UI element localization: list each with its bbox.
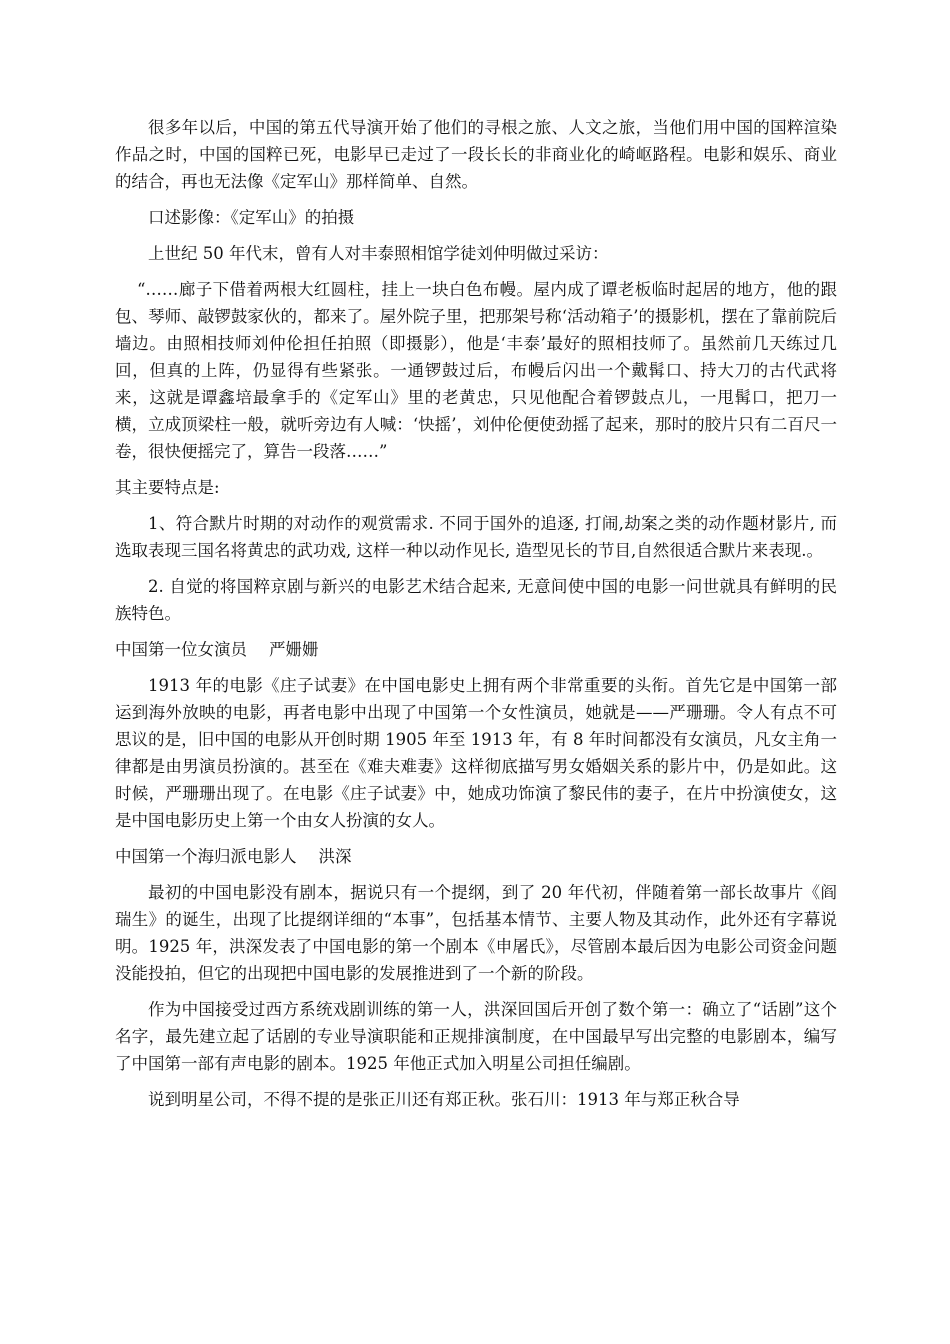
paragraph-features-label: 其主要特点是: bbox=[115, 478, 220, 497]
section-subtitle-oral-image: 口述影像：《定军山》的拍摄 bbox=[148, 208, 355, 227]
paragraph-hong-shen-firsts: 作为中国接受过西方系统戏剧训练的第一人，洪深回国后开创了数个第一：确立了“话剧”这个名字，最先建立起了话剧的专业导演职能和正规排演制度，在中国最早写出完整的电影剧本，编写了中国第一部有声电影的剧本。1925 年他正式加入明星公司担任编剧。 bbox=[115, 1000, 837, 1073]
heading-returnee-filmmaker-name: 洪深 bbox=[318, 847, 352, 866]
paragraph-interview-intro: 上世纪 50 年代末，曾有人对丰泰照相馆学徒刘仲明做过采访： bbox=[148, 244, 609, 263]
paragraph-mingxing-company: 说到明星公司，不得不提的是张正川还有郑正秋。张石川：1913 年与郑正秋合导 bbox=[148, 1090, 740, 1109]
heading-returnee-filmmaker bbox=[115, 843, 837, 870]
paragraph-first-actress: 1913 年的电影《庄子试妻》在中国电影史上拥有两个非常重要的头衔。首先它是中国第一部运到海外放映的电影，再者电影中出现了中国第一个女性演员，她就是——严珊珊。令人有点不可思议的是，旧中国的电影从开创时期 1905 年至 1913 年，有 8 年时间都没有女演员，凡女主角一律都是由男演员扮演的。甚至在《难夫难妻》这样彻底描写男女婚姻关系的影片中，仍是如此。这时候，严珊珊出现了。在电影《庄子试妻》中，她成功饰演了黎民伟的妻子，在片中扮演使女，这是中国电影历史上第一个由女人扮演的女人。 bbox=[115, 676, 837, 830]
paragraph-screenplay-history: 最初的中国电影没有剧本，据说只有一个提纲，到了 20 年代初，伴随着第一部长故事片《阎瑞生》的诞生，出现了比提纲详细的“本事”，包括基本情节、主要人物及其动作，此外还有字幕说明。1925 年，洪深发表了中国电影的第一个剧本《申屠氏》，尽管剧本最后因为电影公司资金问题没能投拍，但它的出现把中国电影的发展推进到了一个新的阶段。 bbox=[115, 883, 837, 983]
paragraph-intro: 很多年以后，中国的第五代导演开始了他们的寻根之旅、人文之旅，当他们用中国的国粹渲染作品之时，中国的国粹已死，电影早已走过了一段长长的非商业化的崎岖路程。电影和娱乐、商业的结合，再也无法像《定军山》那样简单、自然。 bbox=[115, 118, 837, 191]
paragraph-feature-2: 2. 自觉的将国粹京剧与新兴的电影艺术结合起来, 无意间使中国的电影一问世就具有鲜明的民族特色。 bbox=[115, 577, 837, 623]
heading-first-actress-name: 严姗姗 bbox=[269, 640, 319, 659]
document-page bbox=[115, 114, 837, 1122]
heading-first-actress bbox=[115, 636, 837, 663]
heading-first-actress-title: 中国第一位女演员 bbox=[115, 640, 247, 659]
paragraph-feature-1: 1、符合默片时期的对动作的观赏需求. 不同于国外的追逐, 打闹,劫案之类的动作题材影片, 而选取表现三国名将黄忠的武功戏, 这样一种以动作见长, 造型见长的节目,自然很适合默片来表现.。 bbox=[115, 514, 837, 560]
paragraph-interview-quote: “……廊子下借着两根大红圆柱，挂上一块白色布幔。屋内成了谭老板临时起居的地方，他的跟包、琴师、敲锣鼓家伙的，都来了。屋外院子里，把那架号称‘活动箱子’的摄影机，摆在了靠前院后墙边。由照相技师刘仲伦担任拍照（即摄影），他是‘丰泰’最好的照相技师了。虽然前几天练过几回，但真的上阵，仍显得有些紧张。一通锣鼓过后，布幔后闪出一个戴髯口、持大刀的古代武将来，这就是谭鑫培最拿手的《定军山》里的老黄忠，只见他配合着锣鼓点儿，一甩髯口，把刀一横，立成顶梁柱一般，就听旁边有人喊：‘快摇’，刘仲伦便使劲摇了起来，那时的胶片只有二百尺一卷，很快便摇完了，算告一段落……” bbox=[115, 280, 837, 461]
heading-returnee-filmmaker-title: 中国第一个海归派电影人 bbox=[115, 847, 297, 866]
